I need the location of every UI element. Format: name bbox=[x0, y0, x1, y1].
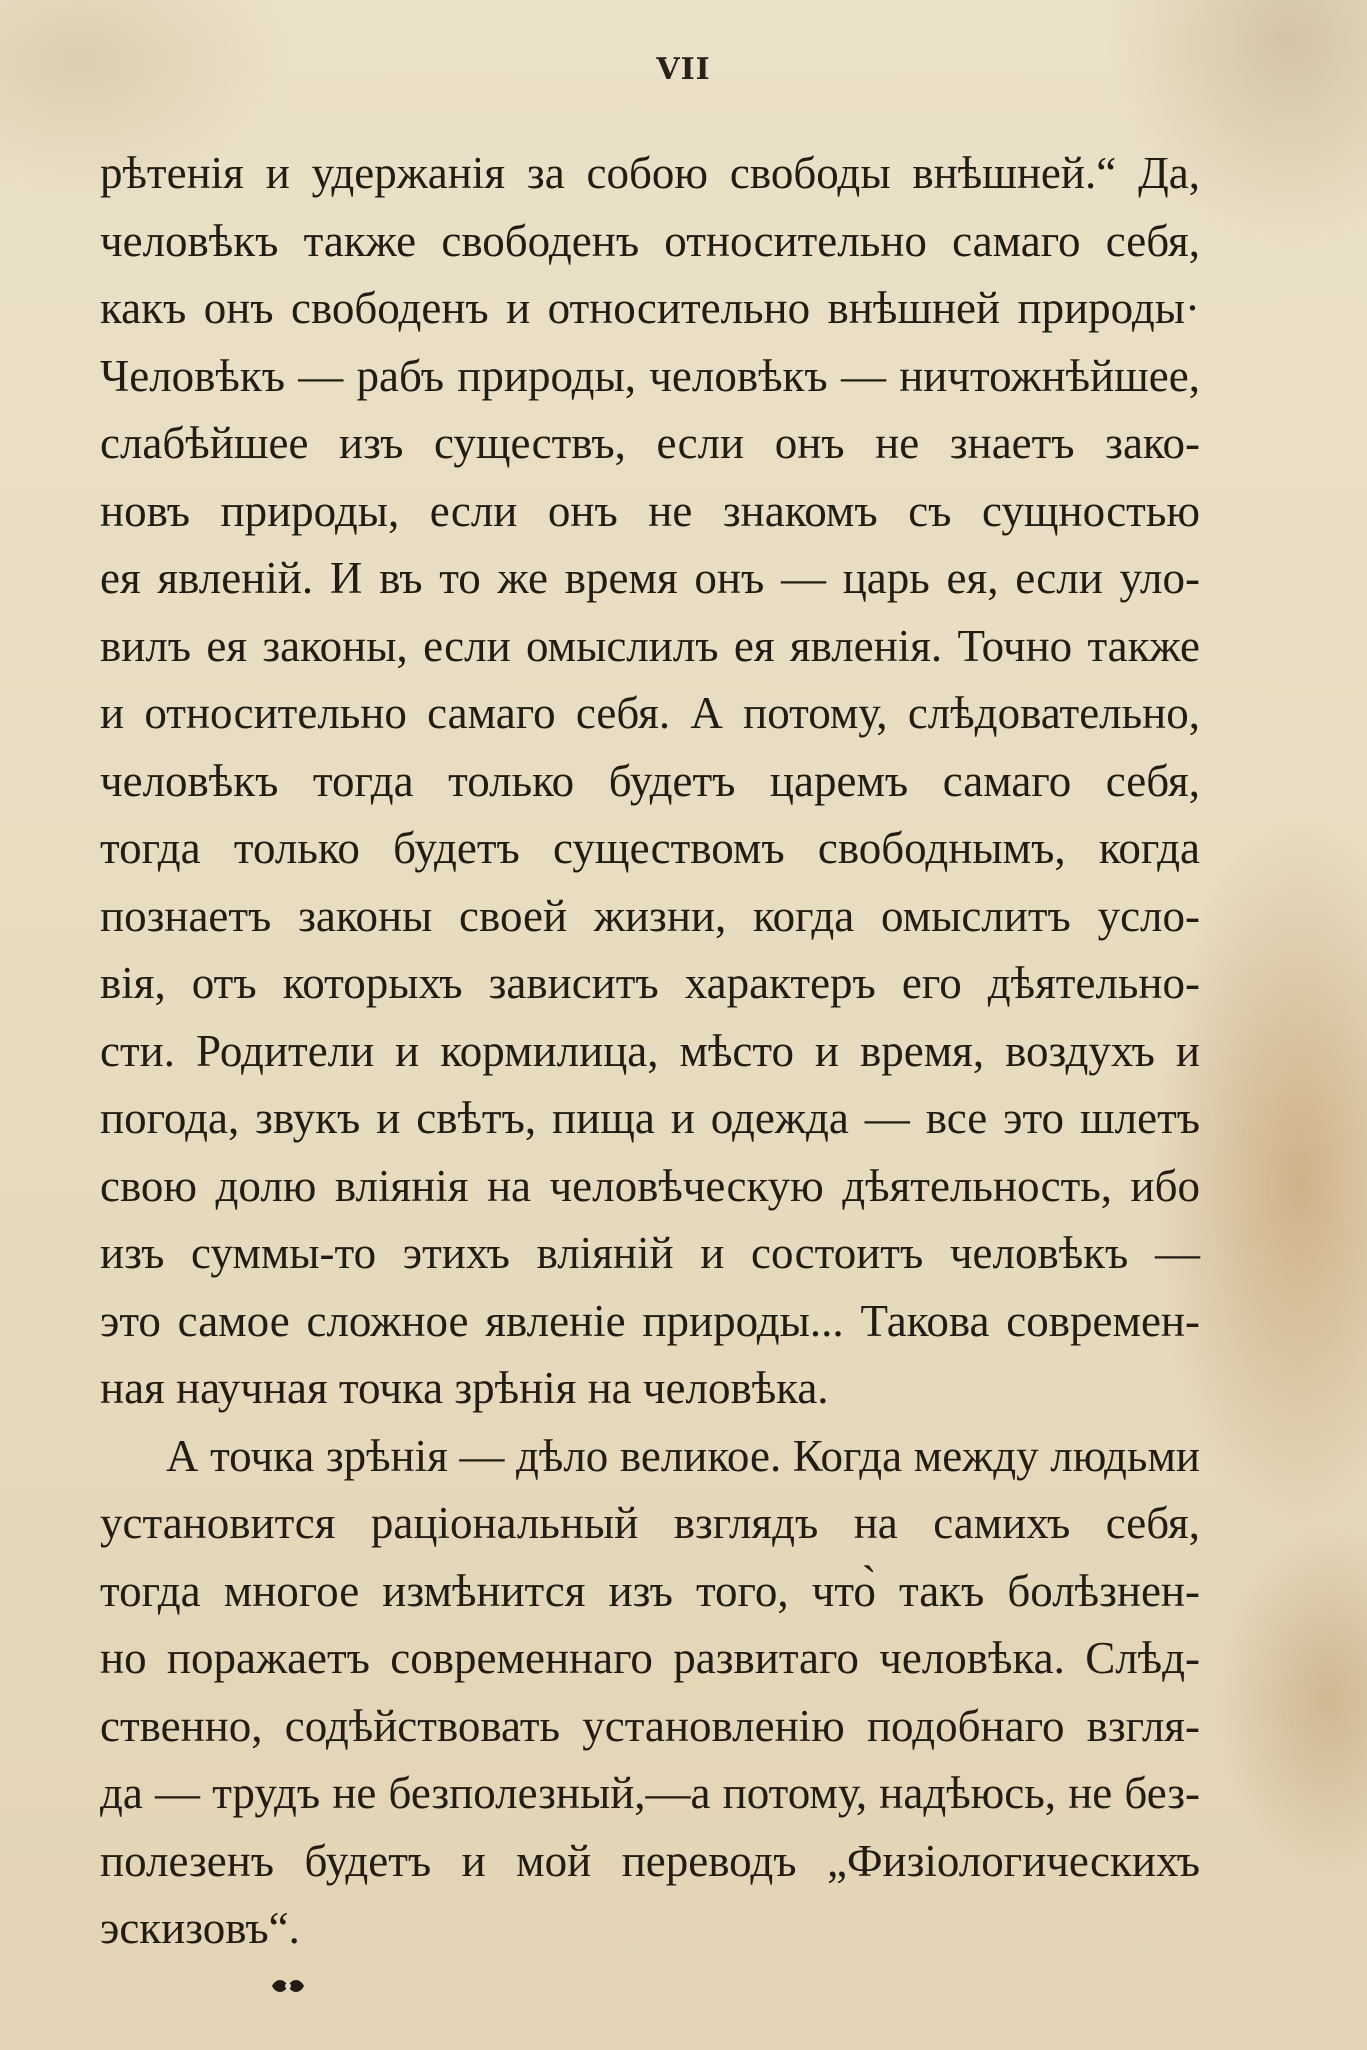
fleuron-icon bbox=[268, 1975, 308, 1997]
text-line: познаетъ законы своей жизни, когда омыслитъ усло- bbox=[100, 890, 1200, 941]
paragraph-2 bbox=[100, 1423, 1200, 1963]
text-line: установится раціональный взглядъ на самихъ себя, bbox=[100, 1498, 1200, 1548]
text-line: погода, звукъ и свѣтъ, пища и одежда — все это шлетъ bbox=[100, 1093, 1200, 1143]
text-line: да — трудъ не безполезный,—а потому, надѣюсь, не без- bbox=[100, 1768, 1200, 1818]
text-line: ная научная точка зрѣнія на человѣка. bbox=[100, 1363, 829, 1413]
text-line: ея явленій. И въ то же время онъ — царь ея, если уло- bbox=[100, 553, 1200, 603]
text-line: тогда только будетъ существомъ свободнымъ, когда bbox=[100, 823, 1200, 873]
text-line: новъ природы, если онъ не знакомъ съ сущностью bbox=[100, 485, 1200, 536]
body-text bbox=[100, 140, 1200, 1963]
text-line: и относительно самаго себя. А потому, слѣдовательно, bbox=[100, 688, 1200, 738]
text-line: это самое сложное явленіе природы... Такова современ- bbox=[100, 1295, 1200, 1346]
text-line: человѣкъ также свободенъ относительно самаго себя, bbox=[100, 215, 1200, 266]
text-line: ственно, содѣйствовать установленію подобнаго взгля- bbox=[100, 1700, 1200, 1751]
text-line: полезенъ будетъ и мой переводъ „Физіологическихъ bbox=[100, 1835, 1200, 1886]
text-line: вилъ ея законы, если омыслилъ ея явленія. Точно также bbox=[100, 620, 1200, 671]
text-line: вія, отъ которыхъ зависитъ характеръ его дѣятельно- bbox=[100, 958, 1200, 1008]
text-line: какъ онъ свободенъ и относительно внѣшней природы· bbox=[100, 283, 1200, 333]
text-line: А точка зрѣнія — дѣло великое. Когда между людьми bbox=[166, 1430, 1200, 1481]
text-line: рѣтенія и удержанія за собою свободы внѣшней.“ Да, bbox=[100, 148, 1200, 198]
text-line: сти. Родители и кормилица, мѣсто и время, воздухъ и bbox=[100, 1025, 1200, 1076]
text-line: но поражаетъ современнаго развитаго человѣка. Слѣд- bbox=[100, 1633, 1200, 1683]
text-line: человѣкъ тогда только будетъ царемъ самаго себя, bbox=[100, 755, 1200, 806]
page-number: VII bbox=[656, 52, 711, 87]
paragraph-1 bbox=[100, 140, 1200, 1423]
text-line: тогда многое измѣнится изъ того, что̀ такъ болѣзнен- bbox=[100, 1565, 1200, 1616]
text-line: изъ суммы-то этихъ вліяній и состоитъ человѣкъ — bbox=[100, 1228, 1200, 1278]
text-line: слабѣйшее изъ существъ, если онъ не знаетъ зако- bbox=[100, 418, 1200, 468]
text-line: Человѣкъ — рабъ природы, человѣкъ — ничтожнѣйшее, bbox=[100, 350, 1200, 401]
text-line: эскизовъ“. bbox=[100, 1903, 300, 1953]
text-line: свою долю вліянія на человѣческую дѣятельность, ибо bbox=[100, 1160, 1200, 1211]
